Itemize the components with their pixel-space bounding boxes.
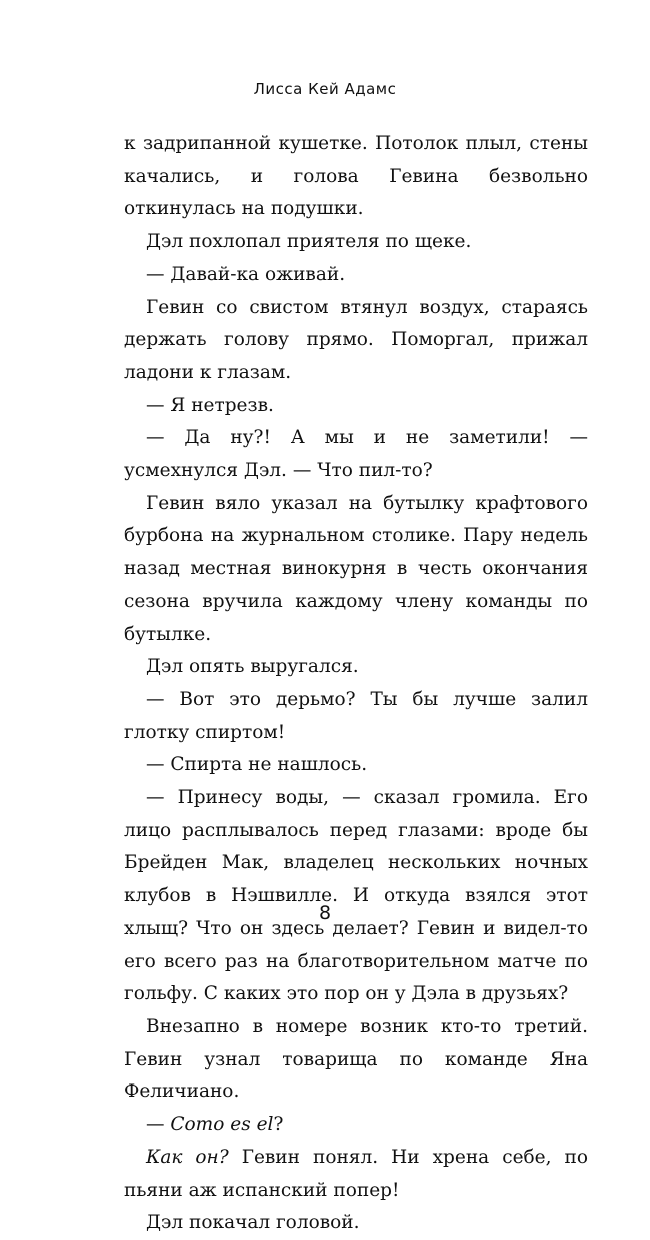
paragraph: Гевин со свистом втянул воздух, стараясь держать голову прямо. Поморгал, прижал ладони к глазам.	[124, 296, 588, 383]
paragraph: Дэл похлопал приятеля по щеке.	[146, 231, 472, 253]
paragraph: — Я нетрезв.	[146, 394, 274, 416]
paragraph: — Вот это дерьмо? Ты бы лучше залил глотку спиртом!	[124, 688, 588, 743]
paragraph: — Спирта не нашлось.	[146, 754, 368, 776]
italic-spanish-phrase: Como es el	[170, 1114, 274, 1136]
paragraph: — Да ну?! А мы и не заметили! — усмехнулся Дэл. — Что пил-то?	[124, 427, 588, 482]
paragraph-como	[124, 1109, 588, 1142]
paragraph: Гевин вяло указал на бутылку крафтового бурбона на журнальном столике. Пару недель назад местная винокурня в честь окончания сезона вручила каждому члену команды по бутылке.	[124, 492, 588, 645]
paragraph: Дэл опять выругался.	[146, 656, 359, 678]
paragraph: Дэл покачал головой.	[146, 1212, 360, 1234]
paragraph: к задрипанной кушетке. Потолок плыл, стены качались, и голова Гевина безвольно откинулась на подушки.	[124, 133, 588, 220]
paragraph-rest: Гевин понял. Ни хрена себе, по пьяни аж испанский попер!	[124, 1146, 588, 1201]
paragraph: — Принесу воды, — сказал громила. Его лицо расплывалось перед глазами: вроде бы Брейден Мак, владелец нескольких ночных клубов в Нэшвилле. И откуда взялся этот хлыщ? Что он здесь делает? Гевин и видел-то его всего раз на благотворительном матче по гольфу. С каких это пор он у Дэла в друзьях?	[124, 787, 588, 1005]
paragraph: Внезапно в номере возник кто-то третий. Гевин узнал товарища по команде Яна Феличиано.	[124, 1015, 588, 1103]
dialogue-dash: —	[146, 1114, 171, 1136]
running-head: Лисса Кей Адамс	[253, 80, 397, 98]
paragraph: — Давай-ка оживай.	[146, 263, 346, 285]
paragraph-kak	[124, 1142, 588, 1207]
question-mark: ?	[273, 1114, 284, 1136]
page-number: 8	[318, 902, 332, 924]
italic-translation: Как он?	[146, 1146, 229, 1168]
body-text	[124, 128, 588, 1240]
